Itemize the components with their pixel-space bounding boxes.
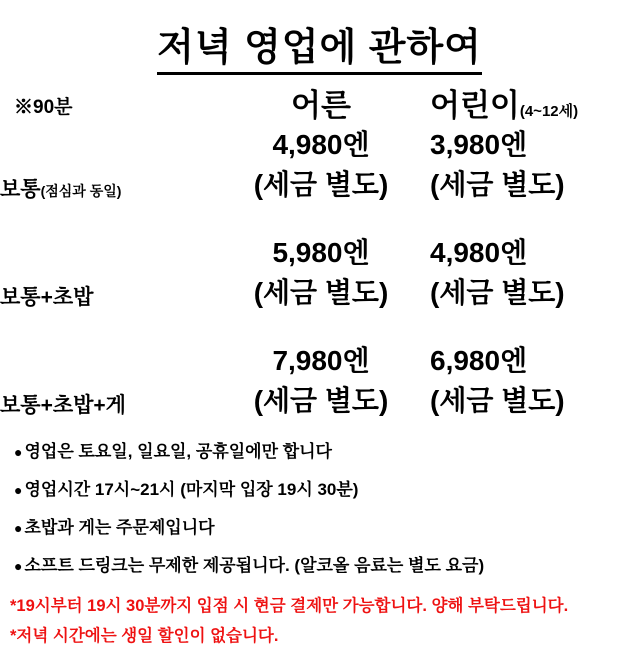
notice-list (0, 592, 639, 646)
child-price: 3,980엔 (430, 128, 528, 160)
bullet-marker-icon: ● (14, 519, 23, 536)
row-label-cell (0, 123, 212, 203)
adult-tax-note: (세금 별도) (253, 168, 389, 200)
child-header-label: 어린이 (430, 87, 520, 123)
child-price-cell (430, 123, 639, 203)
table-row (0, 231, 639, 311)
plan-label-main: 보통+초밥 (0, 285, 94, 309)
bullet-marker-icon: ● (14, 557, 23, 574)
child-price-cell (430, 339, 639, 419)
list-item (14, 513, 639, 538)
bullet-text: 영업시간 17시~21시 (마지막 입장 19시 30분) (24, 479, 359, 499)
row-label-cell (0, 339, 212, 419)
child-column-header (430, 89, 639, 123)
adult-header-label: 어른 (291, 87, 351, 123)
adult-price: 5,980엔 (272, 236, 370, 268)
child-tax-note: (세금 별도) (430, 384, 565, 416)
plan-label (0, 281, 212, 311)
bullet-list (0, 437, 639, 576)
bullet-text: 초밥과 게는 주문제입니다 (24, 517, 215, 537)
child-tax-note: (세금 별도) (430, 276, 565, 308)
table-row (0, 123, 639, 203)
bullet-marker-icon: ● (14, 481, 23, 498)
list-item (14, 437, 639, 462)
notice-text: *19시부터 19시 30분까지 입점 시 현금 결제만 가능합니다. 양해 부탁드립니다. (10, 596, 569, 615)
adult-tax-note: (세금 별도) (253, 384, 389, 416)
list-item (14, 475, 639, 500)
page-title: 저녁 영업에 관하여 (157, 28, 482, 75)
duration-note-cell (0, 89, 212, 123)
adult-column-header (212, 89, 430, 123)
plan-label-main: 보통 (0, 177, 41, 201)
child-header-sub: (4~12세) (519, 102, 579, 120)
adult-price: 7,980엔 (272, 344, 370, 376)
child-tax-note: (세금 별도) (430, 168, 565, 200)
row-spacer (0, 203, 639, 231)
adult-price-cell (212, 123, 430, 203)
list-item (14, 551, 639, 576)
plan-label (0, 389, 212, 419)
child-price: 4,980엔 (430, 236, 528, 268)
child-price: 6,980엔 (430, 344, 528, 376)
price-table (0, 89, 639, 419)
notice-text: *저녁 시간에는 생일 할인이 없습니다. (10, 626, 279, 645)
plan-label (0, 173, 212, 203)
table-row (0, 339, 639, 419)
adult-price: 4,980엔 (272, 128, 370, 160)
row-label-cell (0, 231, 212, 311)
plan-label-sub: (점심과 동일) (40, 182, 122, 199)
adult-tax-note: (세금 별도) (253, 276, 389, 308)
adult-price-cell (212, 339, 430, 419)
table-header-row (0, 89, 639, 123)
spacer-cell (0, 203, 639, 231)
bullet-text: 소프트 드링크는 무제한 제공됩니다. (알코올 음료는 별도 요금) (24, 555, 485, 575)
plan-label-main: 보통+초밥+게 (0, 393, 126, 417)
adult-price-cell (212, 231, 430, 311)
child-price-cell (430, 231, 639, 311)
spacer-cell (0, 311, 639, 339)
bullet-text: 영업은 토요일, 일요일, 공휴일에만 합니다 (24, 441, 332, 461)
duration-note: ※90분 (14, 96, 73, 118)
bullet-marker-icon: ● (14, 443, 23, 460)
title-container (0, 0, 639, 75)
row-spacer (0, 311, 639, 339)
